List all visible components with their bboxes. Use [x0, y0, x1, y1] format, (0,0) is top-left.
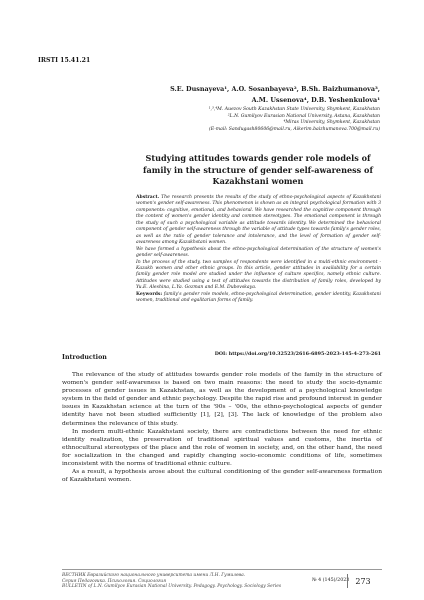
abstract-paragraph: We have formed a hypothesis about the ethno-psychological determination of the structure of women's gender self-awareness.: [136, 246, 381, 259]
irsti-code: IRSTI 15.41.21: [38, 57, 91, 64]
doi-link[interactable]: DOI: https://doi.org/10.32523/2616-6895-2023-145-4-273-261: [214, 351, 381, 357]
section-heading: Introduction: [62, 354, 107, 361]
journal-name: [62, 573, 292, 590]
author-line: S.E. Dusnayeva¹, A.O. Sosanbayeva², B.Sh. Baizhumanova³,: [170, 85, 380, 93]
abstract-paragraph: [136, 195, 381, 247]
affiliation-line: ¹,³,⁴M. Auezov South Kazakhstan State University, Shymkent, Kazakhstan: [208, 107, 380, 112]
abstract-block: [136, 195, 381, 305]
body-paragraph: In modern multi-ethnic Kazakhstani society, there are contradictions between the need for ethnic identity realization, the preservation of traditional spiritual values and customs, the inertia of ethnocultural stereotypes of the place and the role of women in society, and, on the other hand, the need for socialization in the changed and rapidly changing socio-economic conditions of life, sometimes inconsistent with the norms of traditional ethnic culture.: [62, 428, 382, 468]
journal-line: ВЕСТНИК Евразийского национального университета имени Л.Н. Гумилева.: [62, 573, 246, 578]
body-paragraph: The relevance of the study of attitudes towards gender role models of the family in the structure of women's gender self-awareness is based on two main reasons: the need to study the socio-dynamic processes of gender issues in Kazakhstan, as well as the development of a psychological knowledge system in the field of gender and ethnic psychology. Despite the rapid rise and profound interest in gender issues in Kazakhstan science at the turn of the '90s – '00s, the ethno-psychological aspects of gender identity have not been studied sufficiently [1], [2], [3]. The lack of knowledge of the problem also determines the relevance of this study.: [62, 372, 382, 427]
page-number: 273: [347, 574, 378, 588]
abstract-paragraph: In the process of the study, two samples of respondents were identified in a multi-ethnic environment - Kazakh women and other ethnic groups. In this article, gender attitudes in availability for a certain family gender role model are studied under the influence of culture specifics, namely ethnic culture. Attitudes were studied using a test of attitudes towards the distribution of family roles, developed by Yu.E. Aleshina, L.Ya. Gozman and E.M. Dubovskaya.: [136, 259, 381, 291]
keywords-text: family's gender role models, ethno-psychological determination, gender identity, Kazakhstani women, traditional and egalitarian forms of family.: [136, 291, 381, 304]
keywords-label: Keywords:: [136, 291, 163, 297]
abstract-text: The research presents the results of the study of ethno-psychological aspects of Kazakhstani women's gender self-awareness. This phenomenon is shown as an integral psychological formation with 3 components: cognitive, emotional, and behavioral. We have researched the cognitive component through the content of women's gender identity and common stereotypes. The emotional component is through the study of such a psychological variable as attitude towards identity. We determined the behavioral component of gender self-awareness through the variable of attitude types towards family's gender roles, as well as the ratio of gender tolerance and intolerance, and the level of formation of gender self-awareness among Kazakhstani women.: [136, 195, 381, 246]
author-line: A.M. Ussenova⁴, D.B. Yeshenkulova¹: [251, 95, 380, 104]
footer-divider: [62, 569, 382, 570]
affiliations: [80, 107, 380, 134]
introduction-body: [62, 371, 382, 484]
issue-number: № 4 (145)/2023: [312, 578, 350, 583]
authors-block: [80, 84, 380, 134]
journal-line: BULLETIN of L.N. Gumilyov Eurasian National University. Pedagogy. Psychology. Sociology Series: [62, 584, 282, 590]
affiliation-email: (E-mail: Sandugash80606@mail.ru, Aikerim.baizhumanova.700@mail.ru): [208, 127, 380, 133]
body-paragraph: As a result, a hypothesis arose about the cultural conditioning of the gender self-awareness formation of Kazakhstani women.: [62, 469, 382, 484]
abstract-label: Abstract.: [136, 195, 160, 200]
author-list: [80, 84, 380, 105]
article-title: Studying attitudes towards gender role models of family in the structure of gender self-awareness of Kazakhstani women: [143, 153, 373, 186]
journal-line: Серия Педагогика. Психология. Социология: [62, 578, 167, 584]
affiliation-line: ²L.N. Gumilyov Eurasian National University, Astana, Kazakhstan: [227, 113, 380, 119]
affiliation-line: ⁴Miras University, Shymkent, Kazakhstan: [283, 120, 380, 126]
keywords: [136, 292, 381, 305]
